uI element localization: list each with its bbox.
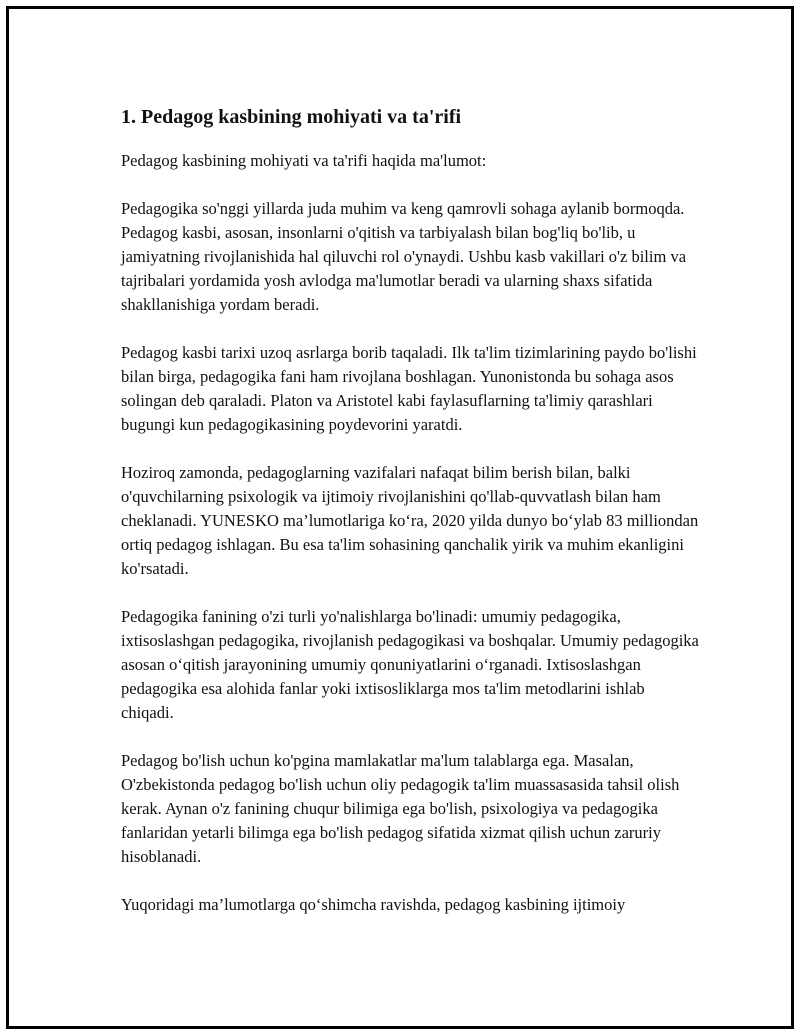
- document-title: 1. Pedagog kasbining mohiyati va ta'rifi: [121, 106, 462, 128]
- paragraph-4: Pedagogika fanining o'zi turli yo'nalishlarga bo'linadi: umumiy pedagogika, ixtisoslashgan pedagogika, rivojlanish pedagogikasi va boshqalar. Umumiy pedagogika asosan o‘qitish jarayonining umumiy qonuniyatlarini o‘rganadi. Ixtisoslashgan pedagogika esa alohida fanlar yoki ixtisosliklarga mos ta'lim metodlarini ishlab chiqadi.: [121, 607, 699, 722]
- paragraph-5: Pedagog bo'lish uchun ko'pgina mamlakatlar ma'lum talablarga ega. Masalan, O'zbekistonda pedagog bo'lish uchun oliy pedagogik ta'lim muassasasida tahsil olish kerak. Aynan o'z fanining chuqur bilimiga ega bo'lish, psixologiya va pedagogika fanlaridan yetarli bilimga ega bo'lish pedagog sifatida xizmat qilish uchun zaruriy hisoblanadi.: [121, 751, 680, 866]
- paragraph-3: Hoziroq zamonda, pedagoglarning vazifalari nafaqat bilim berish bilan, balki o'quvchilarning psixologik va ijtimoiy rivojlanishini qo'llab-quvvatlash bilan ham cheklanadi. YUNESKO ma’lumotlariga ko‘ra, 2020 yilda dunyo bo‘ylab 83 milliondan ortiq pedagog ishlagan. Bu esa ta'lim sohasining qanchalik yirik va muhim ekanligini ko'rsatadi.: [121, 463, 699, 578]
- document-body: [121, 105, 701, 941]
- page-frame: [6, 6, 794, 1029]
- paragraph-2: Pedagog kasbi tarixi uzoq asrlarga borib taqaladi. Ilk ta'lim tizimlarining paydo bo'lishi bilan birga, pedagogika fani ham rivojlana boshlagan. Yunonistonda bu sohaga asos solingan deb qaraladi. Platon va Aristotel kabi faylasuflarning ta'limiy qarashlari bugungi kun pedagogikasining poydevorini yaratdi.: [121, 343, 697, 434]
- intro-line: Pedagog kasbining mohiyati va ta'rifi haqida ma'lumot:: [121, 151, 487, 170]
- paragraph-1: Pedagogika so'nggi yillarda juda muhim va keng qamrovli sohaga aylanib bormoqda. Pedagog kasbi, asosan, insonlarni o'qitish va tarbiyalash bilan bog'liq bo'lib, u jamiyatning rivojlanishida hal qiluvchi rol o'ynaydi. Ushbu kasb vakillari o'z bilim va tajribalari yordamida yosh avlodga ma'lumotlar beradi va ularning shaxs sifatida shakllanishiga yordam beradi.: [121, 199, 687, 314]
- paragraph-6: Yuqoridagi ma’lumotlarga qo‘shimcha ravishda, pedagog kasbining ijtimoiy: [121, 895, 626, 914]
